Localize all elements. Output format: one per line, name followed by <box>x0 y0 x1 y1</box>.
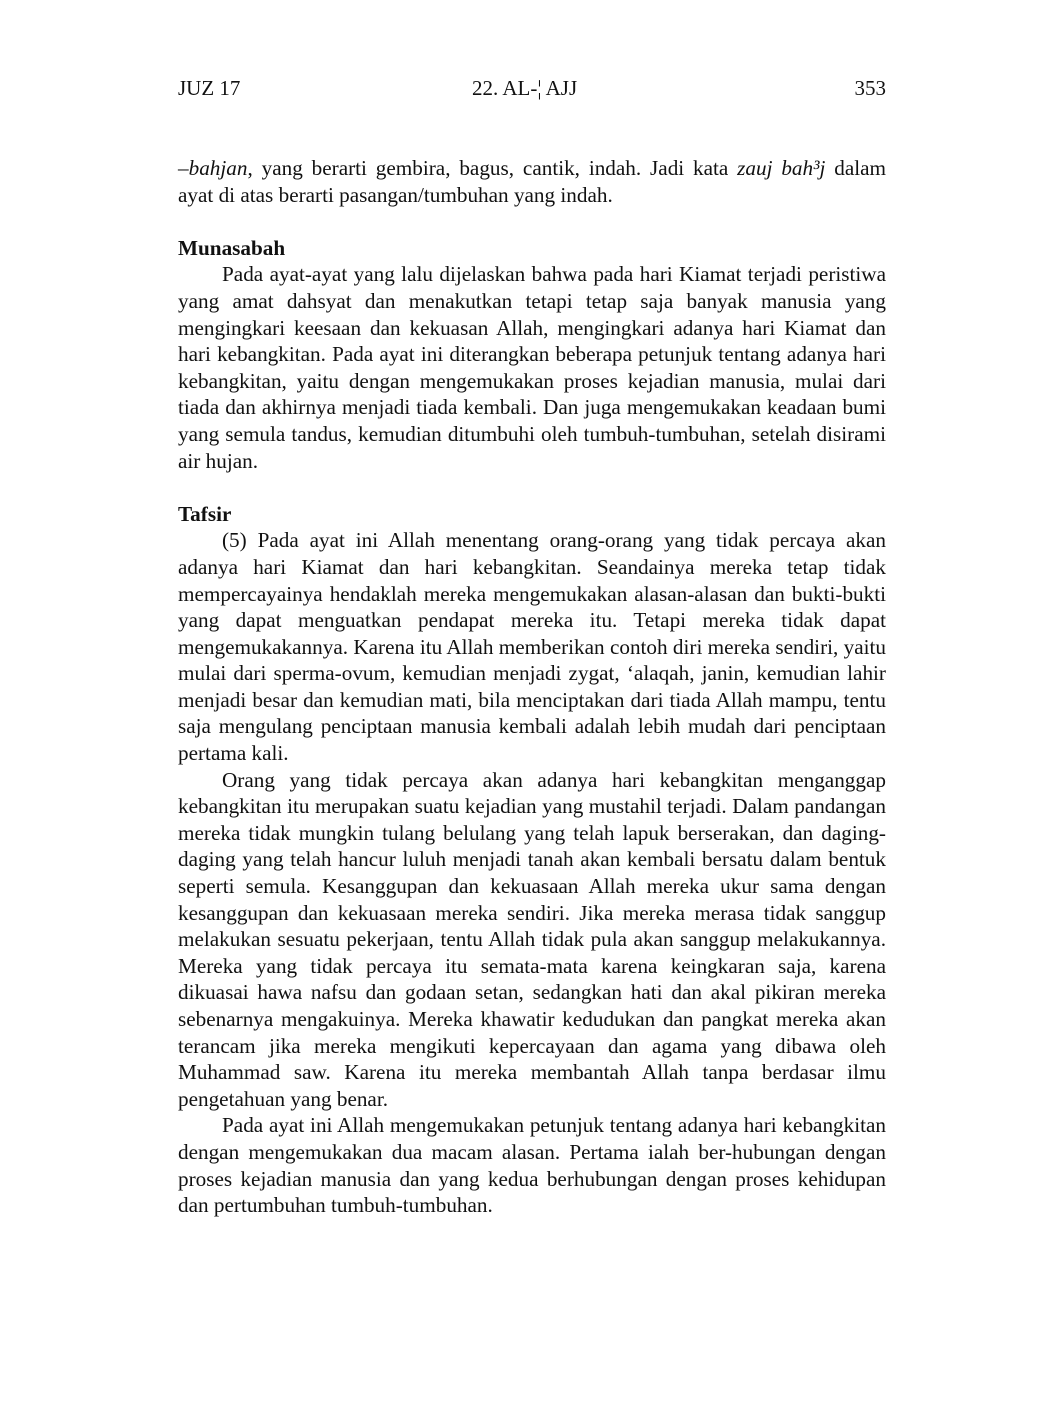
surah-title: 22. AL-¦ AJJ <box>472 76 578 100</box>
running-header <box>178 72 886 106</box>
term-bahjan: –bahjan <box>178 156 248 180</box>
heading-tafsir: Tafsir <box>178 501 232 526</box>
intro-paragraph: –bahjan, yang berarti gembira, bagus, cantik, indah. Jadi kata zauj bah³j dalam ayat di atas berarti pasangan/tumbuhan yang indah. <box>178 156 886 207</box>
body-text <box>178 155 886 1219</box>
page-number: 353 <box>854 76 886 100</box>
juz-label: JUZ 17 <box>178 76 241 100</box>
document-page <box>178 72 886 1219</box>
tafsir-paragraph-1: (5) Pada ayat ini Allah menentang orang-orang yang tidak percaya akan adanya hari Kiamat dan hari kebangkitan. Seandainya mereka tetap tidak mempercayainya hendaklah mereka mengemukakan alasan-alasan dan bukti-bukti yang dapat menguatkan pendapat mereka itu. Tetapi mereka tidak dapat mengemukakannya. Karena itu Allah memberikan contoh diri mereka sendiri, yaitu mulai dari sperma-ovum, kemudian menjadi zygat, ‘alaqah, janin, kemudian lahir menjadi besar dan kemudian mati, bila menciptakan dari tiada Allah mampu, tentu saja mengulang penciptaan manusia kembali adalah lebih mudah dari penciptaan pertama kali. <box>178 528 886 766</box>
heading-munasabah: Munasabah <box>178 235 286 260</box>
tafsir-paragraph-2: Orang yang tidak percaya akan adanya hari kebangkitan menganggap kebangkitan itu merupakan suatu kejadian yang mustahil terjadi. Dalam pandangan mereka tidak mungkin tulang belulang yang telah lapuk berserakan, dan daging-daging yang telah hancur luluh menjadi tanah akan kembali bersatu dalam bentuk seperti semula. Kesanggupan dan kekuasaan Allah mereka ukur sama dengan kesanggupan dan kekuasaan mereka sendiri. Jika mereka merasa tidak sanggup melakukan sesuatu pekerjaan, tentu Allah tidak pula akan sanggup melakukannya. Mereka yang tidak percaya itu semata-mata karena keingkaran saja, karena dikuasai hawa nafsu dan godaan setan, sedangkan hati dan akal pikiran mereka sebenarnya mengakuinya. Mereka khawatir kedudukan dan pangkat mereka akan terancam jika mereka mengikuti kepercayaan dan agama yang dibawa oleh Muhammad saw. Karena itu mereka membantah Allah tanpa berdasar ilmu pengetahuan yang benar. <box>178 767 886 1111</box>
term-zauj-bahij: zauj bah³j <box>737 156 826 180</box>
tafsir-paragraph-3: Pada ayat ini Allah mengemukakan petunjuk tentang adanya hari kebangkitan dengan mengemukakan dua macam alasan. Pertama ialah ber-hubungan dengan proses kejadian manusia dan yang kedua berhubungan dengan proses kehidupan dan pertumbuhan tumbuh-tumbuhan. <box>178 1113 886 1218</box>
munasabah-paragraph: Pada ayat-ayat yang lalu dijelaskan bahwa pada hari Kiamat terjadi peristiwa yang amat dahsyat dan menakutkan tetapi tetap saja banyak manusia yang mengingkari keesaan dan kekuasan Allah, mengingkari adanya hari Kiamat dan hari kebangkitan. Pada ayat ini diterangkan beberapa petunjuk tentang adanya hari kebangkitan, yaitu dengan mengemukakan proses kejadian manusia, mulai dari tiada dan akhirnya menjadi tiada kembali. Dan juga mengemukakan keadaan bumi yang semula tandus, kemudian ditumbuhi oleh tumbuh-tumbuhan, setelah disirami air hujan. <box>178 262 886 473</box>
